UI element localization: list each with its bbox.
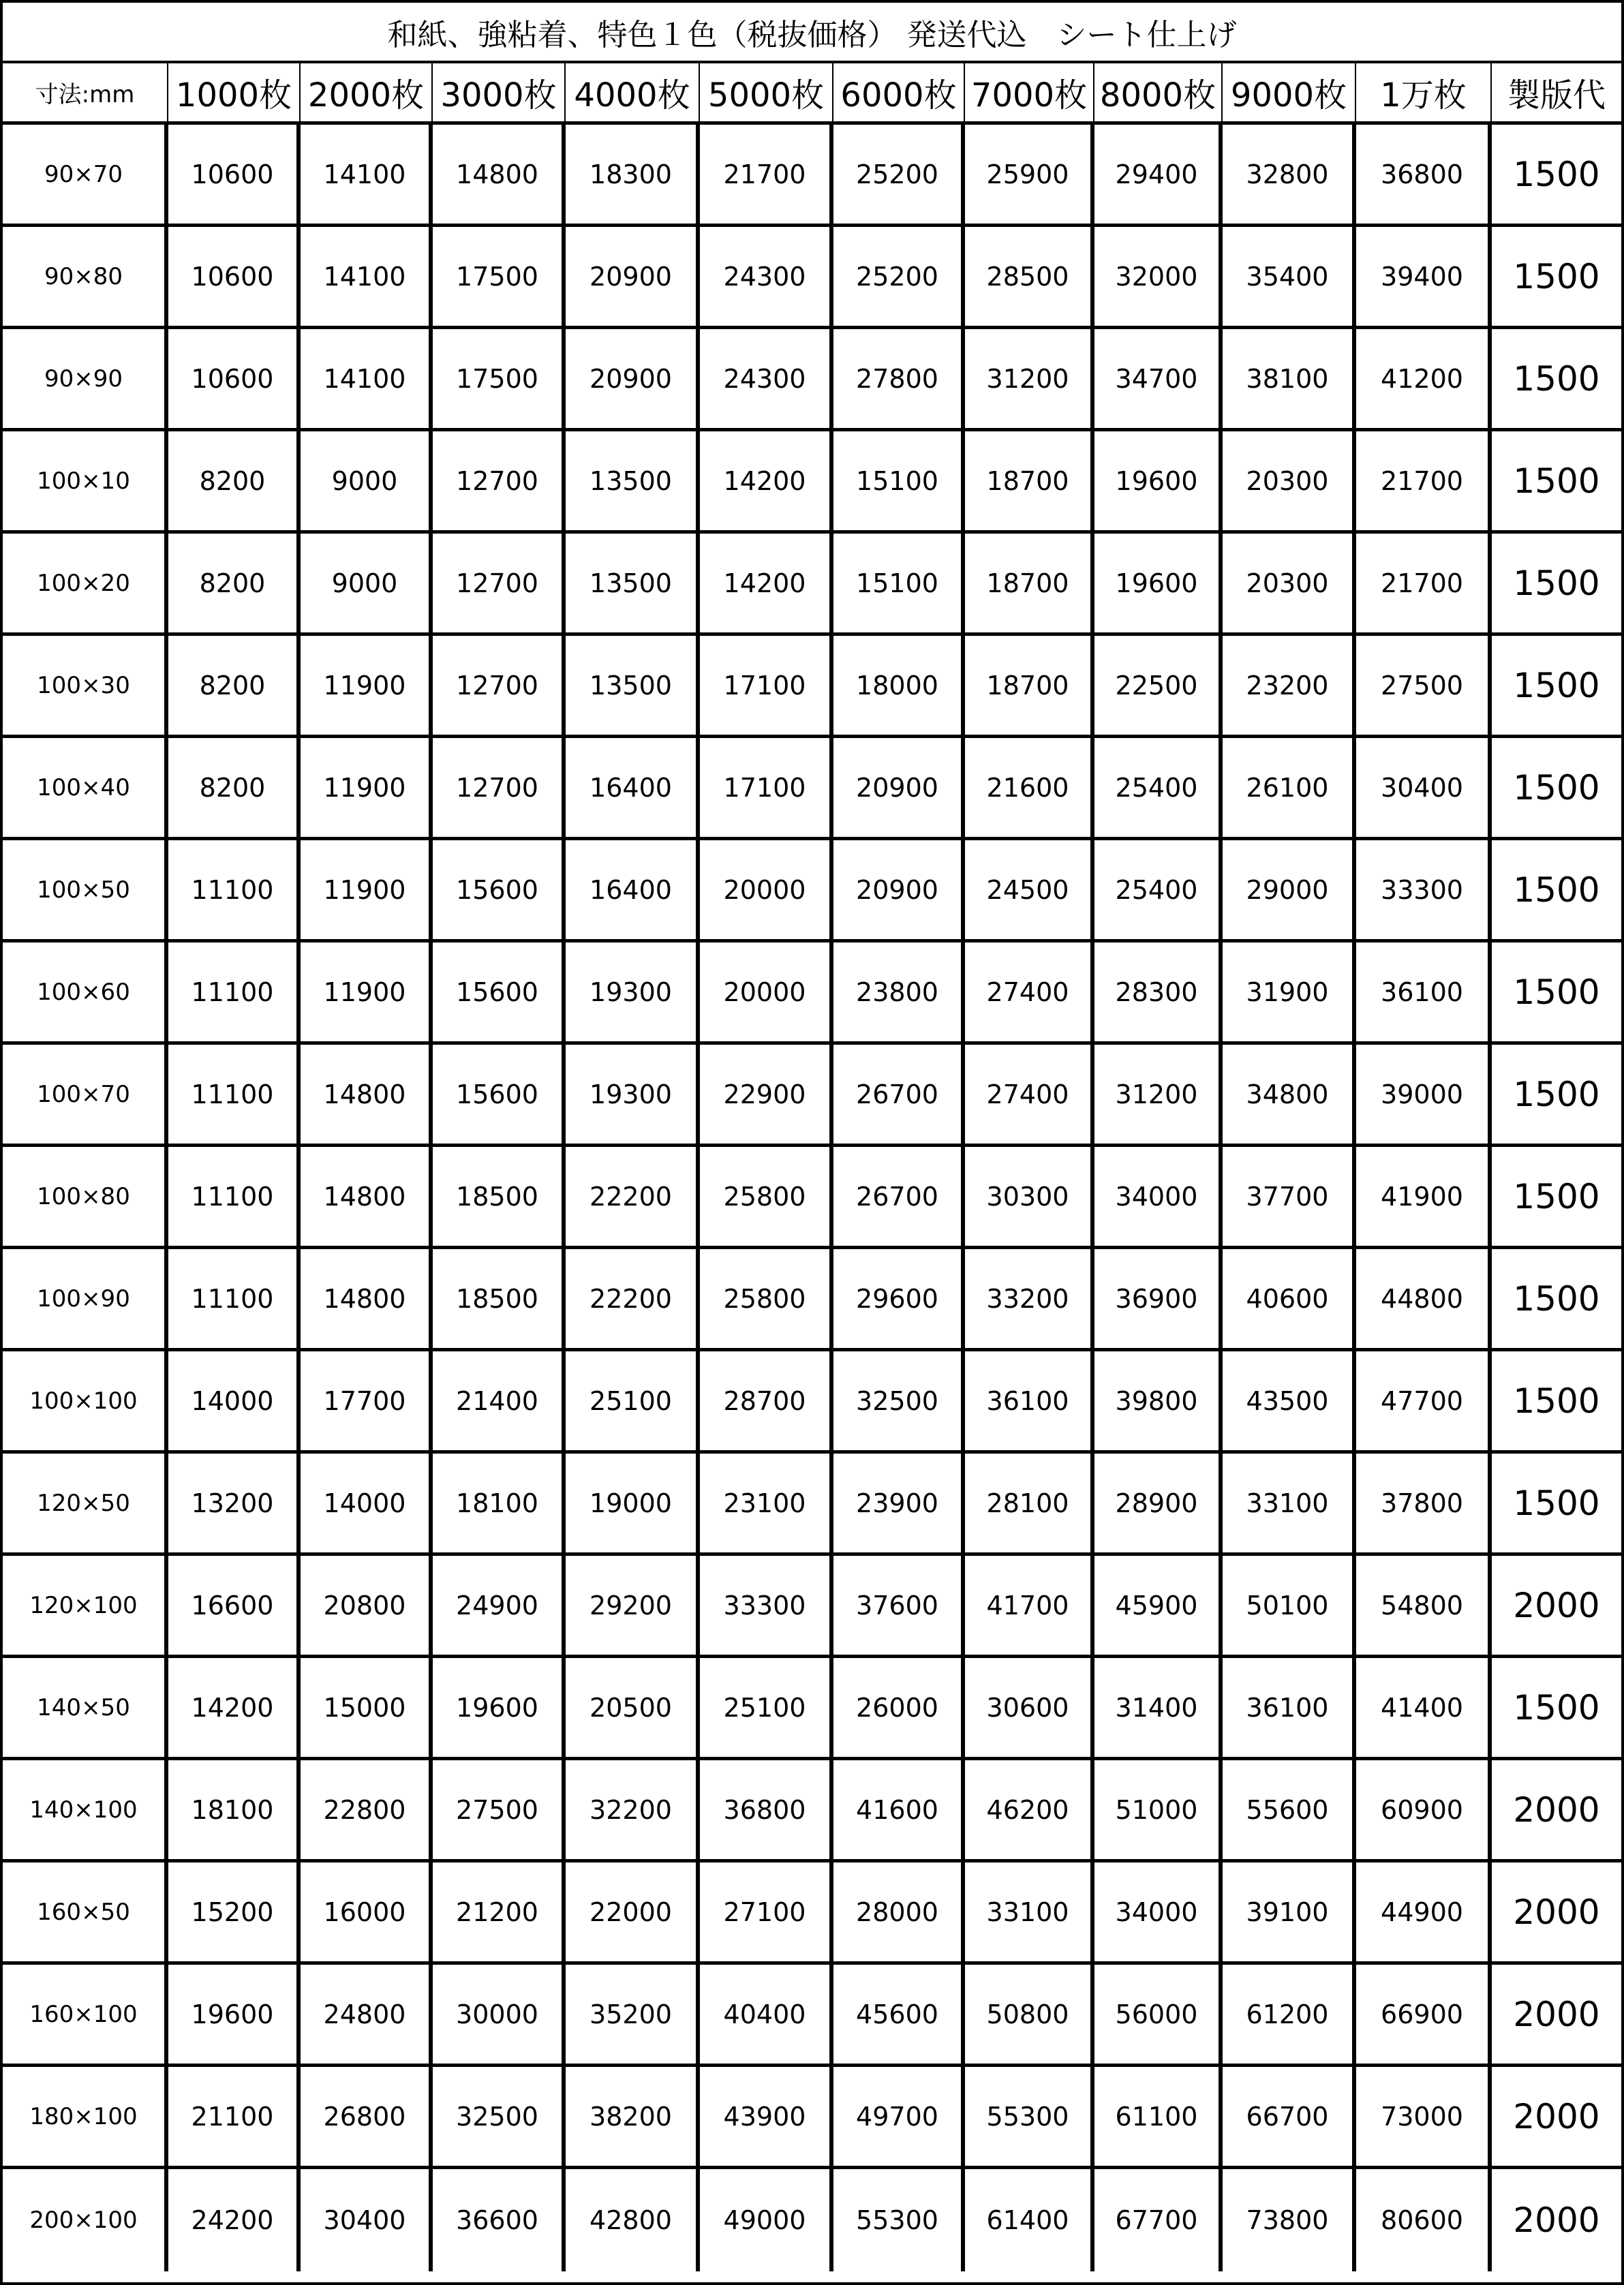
price-cell: 24800 [301, 1965, 433, 2067]
price-cell: 40400 [700, 1965, 833, 2067]
price-cell: 21700 [700, 125, 833, 227]
price-cell: 26800 [301, 2067, 433, 2169]
price-cell: 19300 [566, 942, 700, 1045]
price-cell: 8200 [168, 431, 301, 534]
price-cell: 8200 [168, 534, 301, 636]
price-cell: 11100 [168, 942, 301, 1045]
price-cell: 24900 [433, 1556, 566, 1658]
price-cell: 36100 [1223, 1658, 1356, 1760]
price-cell: 55300 [833, 2169, 965, 2271]
price-cell: 28300 [1094, 942, 1223, 1045]
size-cell: 90×90 [3, 329, 168, 431]
price-cell: 26700 [833, 1045, 965, 1147]
price-cell: 10600 [168, 329, 301, 431]
price-cell: 51000 [1094, 1760, 1223, 1862]
price-cell: 35200 [566, 1965, 700, 2067]
price-cell: 14800 [433, 125, 566, 227]
price-cell: 32000 [1094, 227, 1223, 329]
size-cell: 100×80 [3, 1147, 168, 1249]
price-cell: 21200 [433, 1862, 566, 1965]
size-cell: 100×70 [3, 1045, 168, 1147]
price-cell: 36900 [1094, 1249, 1223, 1351]
price-cell: 19300 [566, 1045, 700, 1147]
price-cell: 37800 [1356, 1454, 1492, 1556]
price-cell: 19600 [1094, 534, 1223, 636]
price-cell: 32500 [833, 1351, 965, 1454]
price-cell: 45600 [833, 1965, 965, 2067]
price-cell: 23100 [700, 1454, 833, 1556]
price-cell: 17500 [433, 227, 566, 329]
price-cell: 32200 [566, 1760, 700, 1862]
plate-fee-cell: 1500 [1492, 1147, 1621, 1249]
price-cell: 19000 [566, 1454, 700, 1556]
price-cell: 16400 [566, 840, 700, 942]
price-cell: 15600 [433, 942, 566, 1045]
price-cell: 41900 [1356, 1147, 1492, 1249]
price-cell: 18100 [433, 1454, 566, 1556]
price-cell: 27400 [965, 1045, 1094, 1147]
header-quantity: 1000枚 [168, 63, 301, 125]
price-cell: 27500 [1356, 636, 1492, 738]
price-cell: 15600 [433, 840, 566, 942]
price-cell: 39800 [1094, 1351, 1223, 1454]
price-cell: 20000 [700, 840, 833, 942]
price-cell: 33100 [965, 1862, 1094, 1965]
price-cell: 25900 [965, 125, 1094, 227]
price-cell: 16600 [168, 1556, 301, 1658]
price-cell: 28700 [700, 1351, 833, 1454]
price-cell: 23200 [1223, 636, 1356, 738]
price-cell: 30400 [1356, 738, 1492, 840]
price-cell: 36100 [965, 1351, 1094, 1454]
price-cell: 18500 [433, 1249, 566, 1351]
size-cell: 100×40 [3, 738, 168, 840]
price-cell: 14100 [301, 125, 433, 227]
price-cell: 19600 [433, 1658, 566, 1760]
price-cell: 17500 [433, 329, 566, 431]
price-cell: 28000 [833, 1862, 965, 1965]
plate-fee-cell: 1500 [1492, 1045, 1621, 1147]
price-cell: 27100 [700, 1862, 833, 1965]
price-cell: 31900 [1223, 942, 1356, 1045]
price-cell: 11900 [301, 738, 433, 840]
price-cell: 61100 [1094, 2067, 1223, 2169]
price-cell: 80600 [1356, 2169, 1492, 2271]
price-cell: 43500 [1223, 1351, 1356, 1454]
price-cell: 21100 [168, 2067, 301, 2169]
price-cell: 43900 [700, 2067, 833, 2169]
price-cell: 21600 [965, 738, 1094, 840]
plate-fee-cell: 1500 [1492, 840, 1621, 942]
plate-fee-cell: 1500 [1492, 1658, 1621, 1760]
price-cell: 26000 [833, 1658, 965, 1760]
price-cell: 39000 [1356, 1045, 1492, 1147]
price-cell: 11900 [301, 942, 433, 1045]
price-cell: 14800 [301, 1249, 433, 1351]
price-cell: 16000 [301, 1862, 433, 1965]
size-cell: 90×80 [3, 227, 168, 329]
price-cell: 23800 [833, 942, 965, 1045]
price-cell: 55600 [1223, 1760, 1356, 1862]
price-cell: 33300 [1356, 840, 1492, 942]
size-cell: 160×100 [3, 1965, 168, 2067]
plate-fee-cell: 1500 [1492, 227, 1621, 329]
size-cell: 100×60 [3, 942, 168, 1045]
price-cell: 56000 [1094, 1965, 1223, 2067]
price-cell: 41400 [1356, 1658, 1492, 1760]
price-cell: 36100 [1356, 942, 1492, 1045]
price-cell: 21700 [1356, 534, 1492, 636]
price-cell: 40600 [1223, 1249, 1356, 1351]
price-cell: 13200 [168, 1454, 301, 1556]
price-cell: 20900 [566, 227, 700, 329]
price-cell: 18700 [965, 534, 1094, 636]
price-cell: 31400 [1094, 1658, 1223, 1760]
price-cell: 26100 [1223, 738, 1356, 840]
header-quantity: 4000枚 [566, 63, 700, 125]
price-cell: 8200 [168, 738, 301, 840]
price-cell: 25800 [700, 1147, 833, 1249]
price-cell: 36800 [1356, 125, 1492, 227]
plate-fee-cell: 2000 [1492, 1760, 1621, 1862]
price-table [3, 63, 1621, 2282]
price-cell: 22800 [301, 1760, 433, 1862]
plate-fee-cell: 2000 [1492, 1965, 1621, 2067]
price-cell: 33100 [1223, 1454, 1356, 1556]
plate-fee-cell: 2000 [1492, 1862, 1621, 1965]
price-cell: 41200 [1356, 329, 1492, 431]
header-quantity: 1万枚 [1356, 63, 1492, 125]
price-cell: 25200 [833, 125, 965, 227]
price-cell: 19600 [1094, 431, 1223, 534]
price-cell: 28900 [1094, 1454, 1223, 1556]
price-cell: 49700 [833, 2067, 965, 2169]
price-cell: 24500 [965, 840, 1094, 942]
price-cell: 50800 [965, 1965, 1094, 2067]
price-cell: 36600 [433, 2169, 566, 2271]
price-cell: 8200 [168, 636, 301, 738]
price-cell: 24300 [700, 329, 833, 431]
price-cell: 22500 [1094, 636, 1223, 738]
price-cell: 21400 [433, 1351, 566, 1454]
plate-fee-cell: 2000 [1513, 2200, 1600, 2240]
price-cell: 14200 [168, 1658, 301, 1760]
price-cell: 39100 [1223, 1862, 1356, 1965]
size-cell: 100×30 [3, 636, 168, 738]
price-cell: 29000 [1223, 840, 1356, 942]
price-cell: 11900 [301, 840, 433, 942]
header-quantity: 9000枚 [1223, 63, 1356, 125]
price-cell: 12700 [433, 738, 566, 840]
price-cell: 22000 [566, 1862, 700, 1965]
plate-fee-cell: 1500 [1492, 738, 1621, 840]
price-cell: 27500 [433, 1760, 566, 1862]
price-cell: 25200 [833, 227, 965, 329]
price-cell: 13500 [566, 636, 700, 738]
size-cell: 140×100 [3, 1760, 168, 1862]
price-cell: 54800 [1356, 1556, 1492, 1658]
price-cell: 25800 [700, 1249, 833, 1351]
price-cell: 24200 [168, 2169, 301, 2271]
plate-fee-cell: 1500 [1492, 1249, 1621, 1351]
size-cell: 120×50 [3, 1454, 168, 1556]
price-cell: 73000 [1356, 2067, 1492, 2169]
header-quantity: 6000枚 [833, 63, 965, 125]
size-cell: 120×100 [3, 1556, 168, 1658]
price-cell: 15600 [433, 1045, 566, 1147]
price-cell: 37700 [1223, 1147, 1356, 1249]
price-cell: 25100 [566, 1351, 700, 1454]
price-cell: 31200 [965, 329, 1094, 431]
plate-fee-cell: 1500 [1492, 534, 1621, 636]
price-cell: 18100 [168, 1760, 301, 1862]
header-quantity: 3000枚 [433, 63, 566, 125]
price-cell: 38100 [1223, 329, 1356, 431]
price-cell: 25400 [1094, 840, 1223, 942]
price-cell: 12700 [433, 636, 566, 738]
price-cell: 12700 [433, 431, 566, 534]
price-cell: 20900 [566, 329, 700, 431]
price-cell: 18700 [965, 636, 1094, 738]
header-plate-fee: 製版代 [1492, 63, 1621, 125]
price-cell: 18700 [965, 431, 1094, 534]
price-cell: 28100 [965, 1454, 1094, 1556]
price-cell: 17100 [700, 636, 833, 738]
price-cell: 20300 [1223, 431, 1356, 534]
size-cell: 100×20 [3, 534, 168, 636]
price-cell: 15100 [833, 431, 965, 534]
price-cell: 19600 [168, 1965, 301, 2067]
price-cell: 20900 [833, 738, 965, 840]
plate-fee-cell: 1500 [1492, 636, 1621, 738]
price-cell: 15100 [833, 534, 965, 636]
price-cell: 16400 [566, 738, 700, 840]
price-cell: 20800 [301, 1556, 433, 1658]
price-cell: 37600 [833, 1556, 965, 1658]
plate-fee-cell: 2000 [1492, 1556, 1621, 1658]
price-cell: 67700 [1094, 2169, 1223, 2271]
price-cell: 25100 [700, 1658, 833, 1760]
price-cell: 47700 [1356, 1351, 1492, 1454]
price-cell: 55300 [965, 2067, 1094, 2169]
price-cell: 35400 [1223, 227, 1356, 329]
price-cell: 10600 [168, 125, 301, 227]
price-cell: 32800 [1223, 125, 1356, 227]
price-cell: 61400 [965, 2169, 1094, 2271]
price-cell: 18000 [833, 636, 965, 738]
price-cell: 30300 [965, 1147, 1094, 1249]
price-cell: 14000 [301, 1454, 433, 1556]
price-cell: 46200 [965, 1760, 1094, 1862]
price-cell: 11100 [168, 1249, 301, 1351]
price-cell: 14800 [301, 1147, 433, 1249]
price-cell: 36800 [700, 1760, 833, 1862]
plate-fee-cell: 1500 [1492, 431, 1621, 534]
price-cell: 32500 [433, 2067, 566, 2169]
price-cell: 15200 [168, 1862, 301, 1965]
price-cell: 18300 [566, 125, 700, 227]
price-cell: 20300 [1223, 534, 1356, 636]
price-cell: 30000 [433, 1965, 566, 2067]
price-cell: 66700 [1223, 2067, 1356, 2169]
header-quantity: 8000枚 [1094, 63, 1223, 125]
price-cell: 45900 [1094, 1556, 1223, 1658]
price-cell: 44800 [1356, 1249, 1492, 1351]
size-cell: 180×100 [3, 2067, 168, 2169]
price-cell: 11100 [168, 1045, 301, 1147]
price-cell: 66900 [1356, 1965, 1492, 2067]
price-cell: 20900 [833, 840, 965, 942]
price-cell: 10600 [168, 227, 301, 329]
price-cell: 27400 [965, 942, 1094, 1045]
price-cell: 61200 [1223, 1965, 1356, 2067]
price-cell: 29400 [1094, 125, 1223, 227]
size-cell: 100×90 [3, 1249, 168, 1351]
price-cell: 11100 [168, 840, 301, 942]
price-cell: 22200 [566, 1249, 700, 1351]
price-cell: 73800 [1223, 2169, 1356, 2271]
price-cell: 41600 [833, 1760, 965, 1862]
size-cell: 90×70 [3, 125, 168, 227]
price-cell: 34000 [1094, 1147, 1223, 1249]
size-cell: 160×50 [3, 1862, 168, 1965]
price-cell: 27800 [833, 329, 965, 431]
price-cell: 31200 [1094, 1045, 1223, 1147]
price-cell: 14200 [700, 431, 833, 534]
price-cell: 30400 [301, 2169, 433, 2271]
plate-fee-cell: 2000 [1492, 2067, 1621, 2169]
header-quantity: 5000枚 [700, 63, 833, 125]
price-cell: 21700 [1356, 431, 1492, 534]
header-quantity: 2000枚 [301, 63, 433, 125]
price-cell: 49000 [700, 2169, 833, 2271]
header-size: 寸法:mm [3, 63, 168, 125]
price-cell: 34000 [1094, 1862, 1223, 1965]
price-cell: 9000 [301, 431, 433, 534]
price-cell: 22200 [566, 1147, 700, 1249]
price-cell: 14000 [168, 1351, 301, 1454]
price-cell: 26700 [833, 1147, 965, 1249]
price-cell: 22900 [700, 1045, 833, 1147]
price-cell: 13500 [566, 534, 700, 636]
price-cell: 42800 [566, 2169, 700, 2271]
price-cell: 14800 [301, 1045, 433, 1147]
price-cell: 11900 [301, 636, 433, 738]
price-cell: 39400 [1356, 227, 1492, 329]
price-cell: 25400 [1094, 738, 1223, 840]
size-cell: 200×100 [3, 2169, 168, 2271]
price-cell: 34700 [1094, 329, 1223, 431]
price-cell: 12700 [433, 534, 566, 636]
price-cell: 15000 [301, 1658, 433, 1760]
price-cell: 20500 [566, 1658, 700, 1760]
plate-fee-cell: 1500 [1492, 125, 1621, 227]
price-cell: 29200 [566, 1556, 700, 1658]
header-quantity: 7000枚 [965, 63, 1094, 125]
price-cell: 14100 [301, 227, 433, 329]
plate-fee-cell: 1500 [1492, 329, 1621, 431]
price-cell: 17100 [700, 738, 833, 840]
price-cell: 38200 [566, 2067, 700, 2169]
price-cell: 33200 [965, 1249, 1094, 1351]
price-cell: 29600 [833, 1249, 965, 1351]
price-cell: 13500 [566, 431, 700, 534]
size-cell: 140×50 [3, 1658, 168, 1760]
price-cell: 60900 [1356, 1760, 1492, 1862]
plate-fee-cell: 1500 [1492, 942, 1621, 1045]
price-cell: 50100 [1223, 1556, 1356, 1658]
plate-fee-cell: 1500 [1492, 1351, 1621, 1454]
price-cell: 18500 [433, 1147, 566, 1249]
price-cell: 17700 [301, 1351, 433, 1454]
price-cell: 33300 [700, 1556, 833, 1658]
size-cell: 100×100 [3, 1351, 168, 1454]
size-cell: 100×10 [3, 431, 168, 534]
table-title: 和紙、強粘着、特色１色（税抜価格） 発送代込 シート仕上げ [3, 3, 1621, 63]
price-cell: 28500 [965, 227, 1094, 329]
price-cell: 44900 [1356, 1862, 1492, 1965]
price-cell: 34800 [1223, 1045, 1356, 1147]
plate-fee-cell: 1500 [1492, 1454, 1621, 1556]
price-cell: 23900 [833, 1454, 965, 1556]
price-cell: 24300 [700, 227, 833, 329]
price-cell: 30600 [965, 1658, 1094, 1760]
price-cell: 9000 [301, 534, 433, 636]
size-cell: 100×50 [3, 840, 168, 942]
price-cell: 14200 [700, 534, 833, 636]
price-cell: 14100 [301, 329, 433, 431]
price-cell: 41700 [965, 1556, 1094, 1658]
price-cell: 11100 [168, 1147, 301, 1249]
price-cell: 20000 [700, 942, 833, 1045]
